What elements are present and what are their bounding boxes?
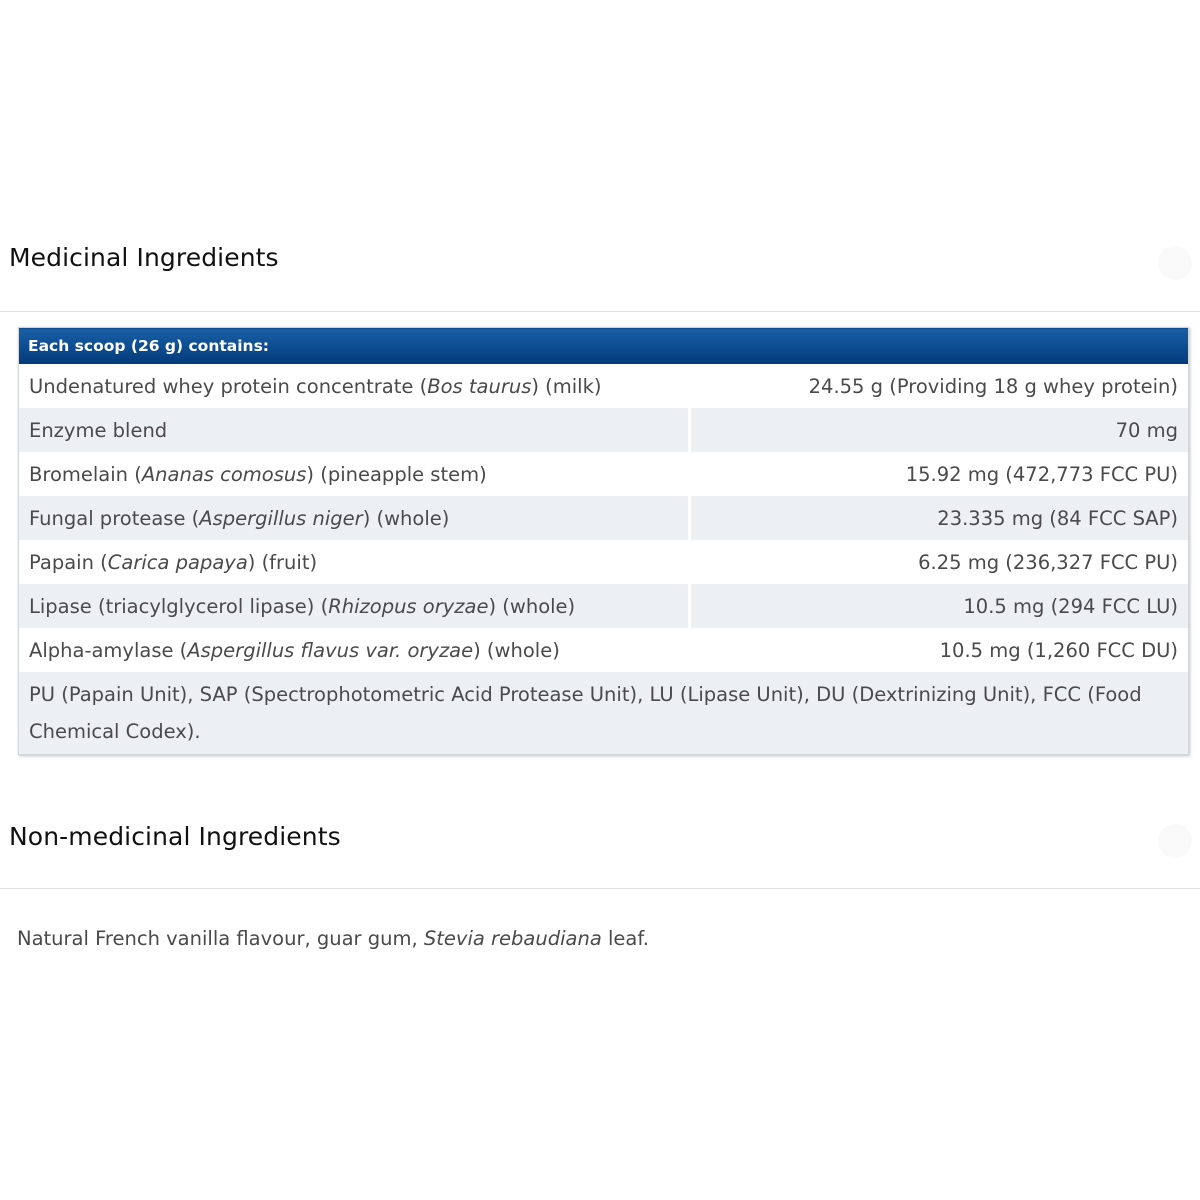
ingredient-name: Alpha-amylase (Aspergillus flavus var. oryzae) (whole) [19, 628, 690, 672]
ingredient-name: Fungal protease (Aspergillus niger) (whole) [19, 496, 690, 540]
nonmedicinal-ingredients-heading: Non-medicinal Ingredients [9, 822, 341, 851]
units-footnote: PU (Papain Unit), SAP (Spectrophotometric Acid Protease Unit), LU (Lipase Unit), DU (Dextrinizing Unit), FCC (Food Chemical Codex). [19, 672, 1189, 755]
ingredient-name: Lipase (triacylglycerol lipase) (Rhizopus oryzae) (whole) [19, 584, 690, 628]
ingredient-amount: 6.25 mg (236,327 FCC PU) [690, 540, 1189, 584]
table-row [19, 540, 1189, 584]
ingredient-amount: 10.5 mg (294 FCC LU) [690, 584, 1189, 628]
ingredient-amount: 15.92 mg (472,773 FCC PU) [690, 452, 1189, 496]
medicinal-ingredients-table [18, 327, 1189, 755]
table-row [19, 496, 1189, 540]
ingredient-amount: 10.5 mg (1,260 FCC DU) [690, 628, 1189, 672]
ingredient-name: Bromelain (Ananas comosus) (pineapple stem) [19, 452, 690, 496]
ingredient-name: Papain (Carica papaya) (fruit) [19, 540, 690, 584]
medicinal-ingredients-heading: Medicinal Ingredients [9, 243, 279, 272]
table-row [19, 364, 1189, 408]
ingredient-amount: 24.55 g (Providing 18 g whey protein) [690, 364, 1189, 408]
ingredient-name: Enzyme blend [19, 408, 690, 452]
table-row [19, 584, 1189, 628]
table-row [19, 408, 1189, 452]
table-row [19, 628, 1189, 672]
ingredient-amount: 23.335 mg (84 FCC SAP) [690, 496, 1189, 540]
nonmedicinal-ingredients-text: Natural French vanilla flavour, guar gum, Stevia rebaudiana leaf. [17, 927, 650, 950]
section-divider [0, 888, 1200, 889]
ingredient-name: Undenatured whey protein concentrate (Bos taurus) (milk) [19, 364, 690, 408]
ingredient-amount: 70 mg [690, 408, 1189, 452]
nonmedicinal-section-toggle-button[interactable] [1158, 824, 1192, 858]
table-row [19, 452, 1189, 496]
serving-size-header: Each scoop (26 g) contains: [19, 328, 1189, 365]
section-divider [0, 311, 1200, 312]
medicinal-section-toggle-button[interactable] [1158, 246, 1192, 280]
table-footnote-row [19, 672, 1189, 755]
table-header-row [19, 328, 1189, 365]
